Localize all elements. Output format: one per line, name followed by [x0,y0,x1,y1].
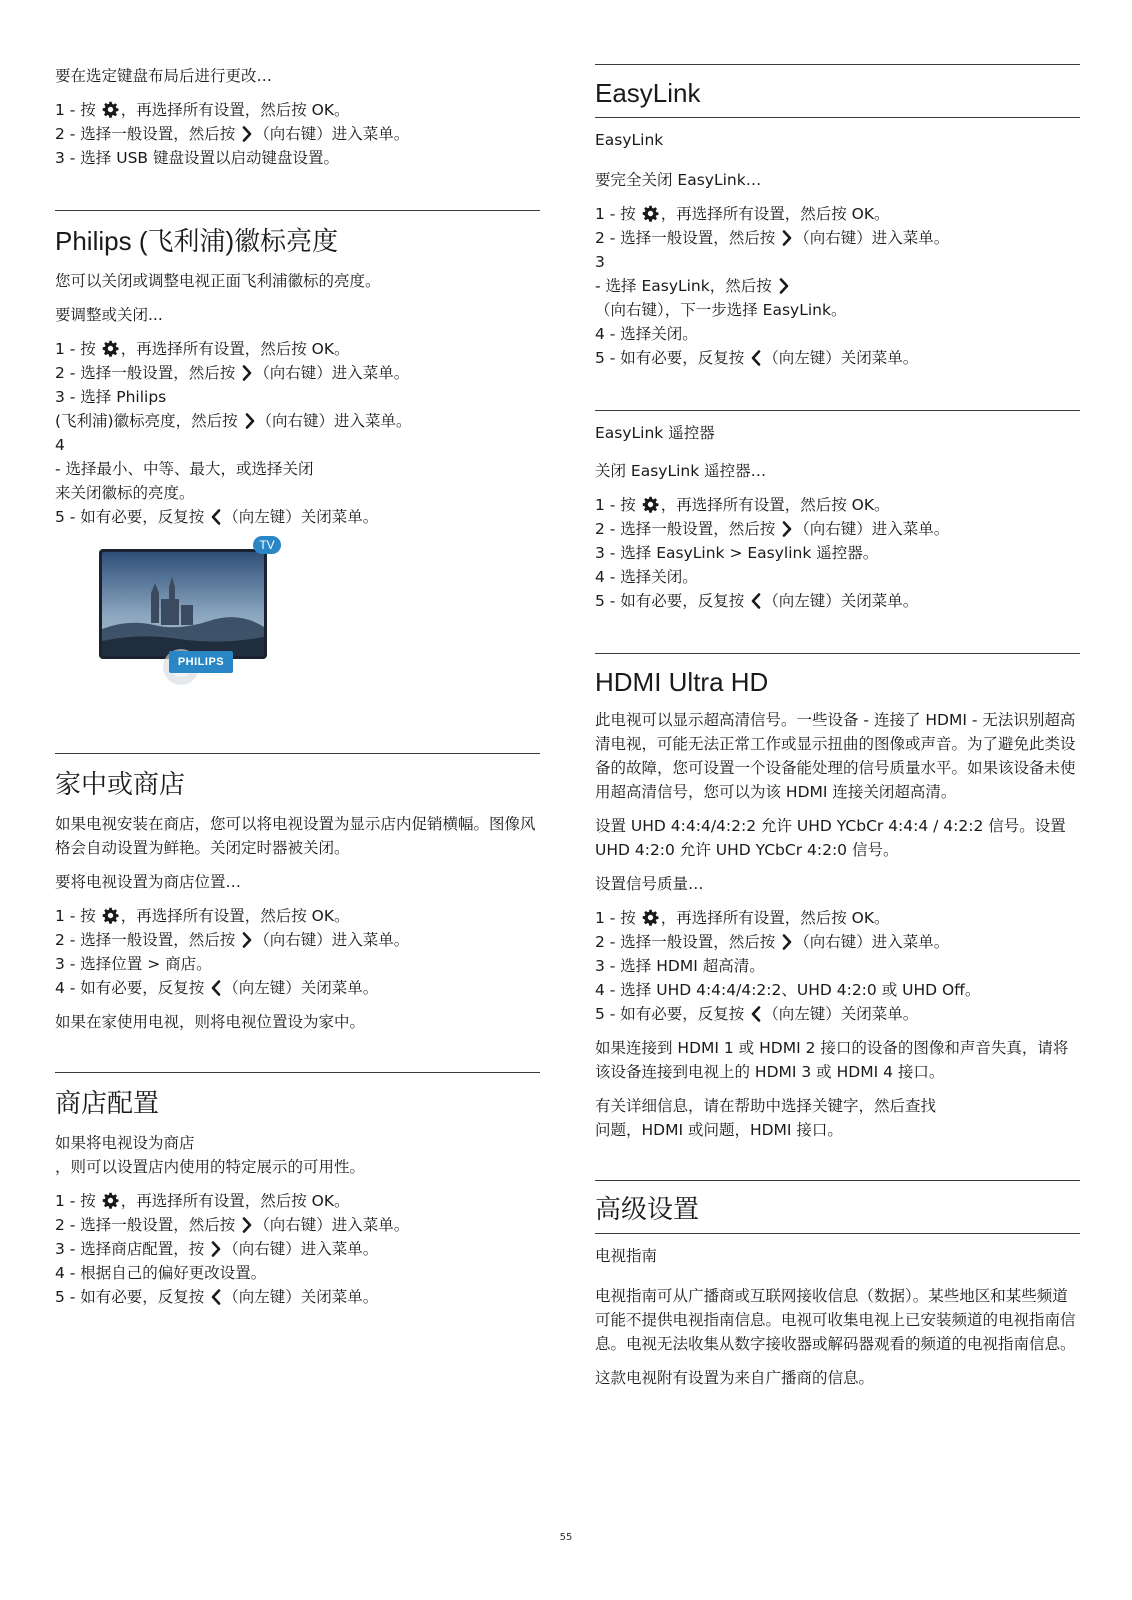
step-text: 5 - 如有必要，反复按 [55,1288,210,1306]
home-shop-howto: 要将电视设置为商店位置… [55,873,242,891]
home-shop-steps [55,904,540,1000]
step-text: （向右键）进入菜单。 [794,520,950,538]
right-column [595,0,1080,1390]
step-text: （向左键）关闭菜单。 [223,508,379,526]
keyboard-step-3: 3 - 选择 USB 键盘设置以启动键盘设置。 [55,149,339,167]
step-text: 3 - 选择商店配置，按 [55,1240,210,1258]
gear-icon [102,340,119,357]
step-text: 1 - 按 [595,496,641,514]
hdmi-howto: 设置信号质量… [595,875,704,893]
hdmi-help-note [595,1094,1080,1142]
step-text: （向左键）关闭菜单。 [763,592,919,610]
step-text: （向右键）进入菜单。 [254,125,410,143]
step-text: 2 - 选择一般设置，然后按 [595,520,781,538]
easylink-howto: 要完全关闭 EasyLink… [595,171,762,189]
easylink-steps [595,202,1080,370]
gear-icon [102,101,119,118]
step-text: (飞利浦)徽标亮度，然后按 [55,412,243,430]
step-text: （向左键）关闭菜单。 [763,349,919,367]
chevron-right-icon [242,1217,252,1233]
shop-config-desc [55,1131,540,1179]
keyboard-intro: 要在选定键盘布局后进行更改… [55,67,273,85]
step-text: ，再选择所有设置，然后按 OK。 [120,907,350,925]
note-line: 有关详细信息，请在帮助中选择关键字，然后查找 [595,1097,937,1115]
hdmi-uhd-modes: 设置 UHD 4:4:4/4:2:2 允许 UHD YCbCr 4:4:4 / 4:2:2 信号。设置 UHD 4:2:0 允许 UHD YCbCr 4:2:0 信号。 [595,817,1066,859]
hdmi-steps [595,906,1080,1026]
chevron-right-icon [211,1241,221,1257]
chevron-right-icon [242,932,252,948]
step-text: 2 - 选择一般设置，然后按 [595,229,781,247]
step-4 [55,976,540,1000]
step-5 [55,505,540,529]
step-4-cont2: 来关闭徽标的亮度。 [55,484,195,502]
section-title-hdmi-ultra-hd: HDMI Ultra HD [595,667,769,697]
step-text: （向右键）进入菜单。 [223,1240,379,1258]
step-2 [55,928,540,952]
gear-icon [642,496,659,513]
step-text: 1 - 按 [55,1192,101,1210]
chevron-left-icon [211,980,221,996]
step-text: 1 - 按 [595,205,641,223]
step-text: ，再选择所有设置，然后按 OK。 [120,1192,350,1210]
step-3: 3 - 选择 HDMI 超高清。 [595,957,765,975]
desc-line: 如果将电视设为商店 [55,1134,195,1152]
step-4: 4 - 选择关闭。 [595,325,698,343]
left-column [55,0,540,1309]
tv-badge: TV [253,536,281,554]
step-5 [595,346,1080,370]
tv-illustration [55,529,540,749]
step-text: （向右键）进入菜单。 [254,1216,410,1234]
step-text: 2 - 选择一般设置，然后按 [595,933,781,951]
keyboard-steps [55,98,540,170]
section-title-easylink: EasyLink [595,78,701,108]
step-text: （向左键）关闭菜单。 [223,979,379,997]
section-title-shop-config: 商店配置 [55,1088,160,1118]
gear-icon [102,907,119,924]
subsection-title-easylink: EasyLink [595,131,664,149]
subsection-title-easylink-remote: EasyLink 遥控器 [595,424,715,442]
chevron-right-icon [782,521,792,537]
step-text: 1 - 按 [55,340,101,358]
step-1 [55,337,540,361]
desc-line: ，则可以设置店内使用的特定展示的可用性。 [55,1158,366,1176]
step-text: （向右键）进入菜单。 [254,364,410,382]
tv-guide-note: 这款电视附有设置为来自广播商的信息。 [595,1369,875,1387]
step-text: 4 - 如有必要，反复按 [55,979,210,997]
step-text: 5 - 如有必要，反复按 [55,508,210,526]
step-1 [55,904,540,928]
step-4: 4 - 选择 UHD 4:4:4/4:2:2、UHD 4:2:0 或 UHD Off。 [595,981,981,999]
chevron-left-icon [751,593,761,609]
gear-icon [102,1192,119,1209]
chevron-left-icon [211,509,221,525]
step-4-cont: - 选择最小、中等、最大，或选择关闭 [55,460,314,478]
step-3: 3 [595,253,605,271]
chevron-right-icon [779,278,789,294]
step-text: （向右键）进入菜单。 [254,931,410,949]
chevron-left-icon [751,1006,761,1022]
easylink-remote-howto: 关闭 EasyLink 遥控器… [595,462,767,480]
step-text: （向右键）进入菜单。 [794,933,950,951]
step-1 [595,202,1080,226]
step-3 [55,1237,540,1261]
step-1 [55,1189,540,1213]
section-title-advanced: 高级设置 [595,1194,700,1224]
chevron-right-icon [782,934,792,950]
page-number: 55 [559,1532,573,1543]
step-4: 4 - 根据自己的偏好更改设置。 [55,1264,267,1282]
step-4: 4 [55,436,65,454]
step-text: 1 - 按 [55,101,101,119]
step-text: ，再选择所有设置，然后按 OK。 [660,909,890,927]
gear-icon [642,205,659,222]
step-text: （向右键）进入菜单。 [256,412,412,430]
step-text: （向右键）进入菜单。 [794,229,950,247]
step-2 [595,226,1080,250]
chevron-right-icon [242,365,252,381]
step-text: - 选择 EasyLink，然后按 [595,277,777,295]
step-2 [55,1213,540,1237]
subsection-title-tv-guide: 电视指南 [595,1247,658,1265]
section-title-philips-logo: Philips (飞利浦)徽标亮度 [55,226,339,256]
step-5 [595,1002,1080,1026]
keyboard-step-2 [55,122,540,146]
chevron-right-icon [782,230,792,246]
philips-logo-steps [55,337,540,529]
step-text: （向左键）关闭菜单。 [763,1005,919,1023]
home-shop-note: 如果在家使用电视，则将电视位置设为家中。 [55,1013,366,1031]
philips-logo-desc: 您可以关闭或调整电视正面飞利浦徽标的亮度。 [55,272,381,290]
section-title-home-shop: 家中或商店 [55,769,186,799]
chevron-left-icon [751,350,761,366]
step-5 [595,589,1080,613]
tv-castle-image [99,549,299,699]
philips-logo-badge: PHILIPS [169,651,233,673]
step-2 [55,361,540,385]
step-text: ，再选择所有设置，然后按 OK。 [660,205,890,223]
keyboard-step-1 [55,98,540,122]
step-text: 5 - 如有必要，反复按 [595,1005,750,1023]
step-3: 3 - 选择 Philips [55,388,167,406]
step-text: （向左键）关闭菜单。 [223,1288,379,1306]
shop-config-steps [55,1189,540,1309]
step-text: ，再选择所有设置，然后按 OK。 [660,496,890,514]
step-3: 3 - 选择位置 > 商店。 [55,955,212,973]
step-text: 1 - 按 [55,907,101,925]
step-4: 4 - 选择关闭。 [595,568,698,586]
hdmi-desc: 此电视可以显示超高清信号。一些设备 - 连接了 HDMI - 无法识别超高清电视，可能无法正常工作或显示扭曲的图像或声音。为了避免此类设备的故障，您可设置一个设备能处理的信号质量水平。如果该设备未使用超高清信号，您可以为该 HDMI 连接关闭超高清。 [595,711,1076,801]
step-text: 2 - 选择一般设置，然后按 [55,1216,241,1234]
chevron-right-icon [245,413,255,429]
step-text: 5 - 如有必要，反复按 [595,592,750,610]
philips-logo-howto: 要调整或关闭... [55,306,163,324]
easylink-remote-steps [595,493,1080,613]
step-3-cont [595,274,1080,298]
step-text: 5 - 如有必要，反复按 [595,349,750,367]
step-text: 2 - 选择一般设置，然后按 [55,931,241,949]
step-1 [595,906,1080,930]
step-2 [595,930,1080,954]
hdmi-distortion-note: 如果连接到 HDMI 1 或 HDMI 2 接口的设备的图像和声音失真，请将该设备连接到电视上的 HDMI 3 或 HDMI 4 接口。 [595,1039,1069,1081]
step-5 [55,1285,540,1309]
step-text: ，再选择所有设置，然后按 OK。 [120,340,350,358]
step-1 [595,493,1080,517]
step-text: 2 - 选择一般设置，然后按 [55,125,241,143]
gear-icon [642,909,659,926]
step-text: 1 - 按 [595,909,641,927]
tv-guide-desc: 电视指南可从广播商或互联网接收信息（数据）。某些地区和某些频道可能不提供电视指南信息。电视可收集电视上已安装频道的电视指南信息。电视无法收集从数字接收器或解码器观看的频道的电视指南信息。 [595,1287,1076,1353]
chevron-right-icon [242,126,252,142]
step-3: 3 - 选择 EasyLink > Easylink 遥控器。 [595,544,879,562]
step-3-cont [55,409,540,433]
chevron-left-icon [211,1289,221,1305]
step-3-cont2: （向右键），下一步选择 EasyLink。 [595,301,847,319]
step-2 [595,517,1080,541]
note-line: 问题，HDMI 或问题，HDMI 接口。 [595,1121,843,1139]
step-text: 2 - 选择一般设置，然后按 [55,364,241,382]
home-shop-desc: 如果电视安装在商店，您可以将电视设置为显示店内促销横幅。图像风格会自动设置为鲜艳。关闭定时器被关闭。 [55,815,536,857]
step-text: ，再选择所有设置，然后按 OK。 [120,101,350,119]
